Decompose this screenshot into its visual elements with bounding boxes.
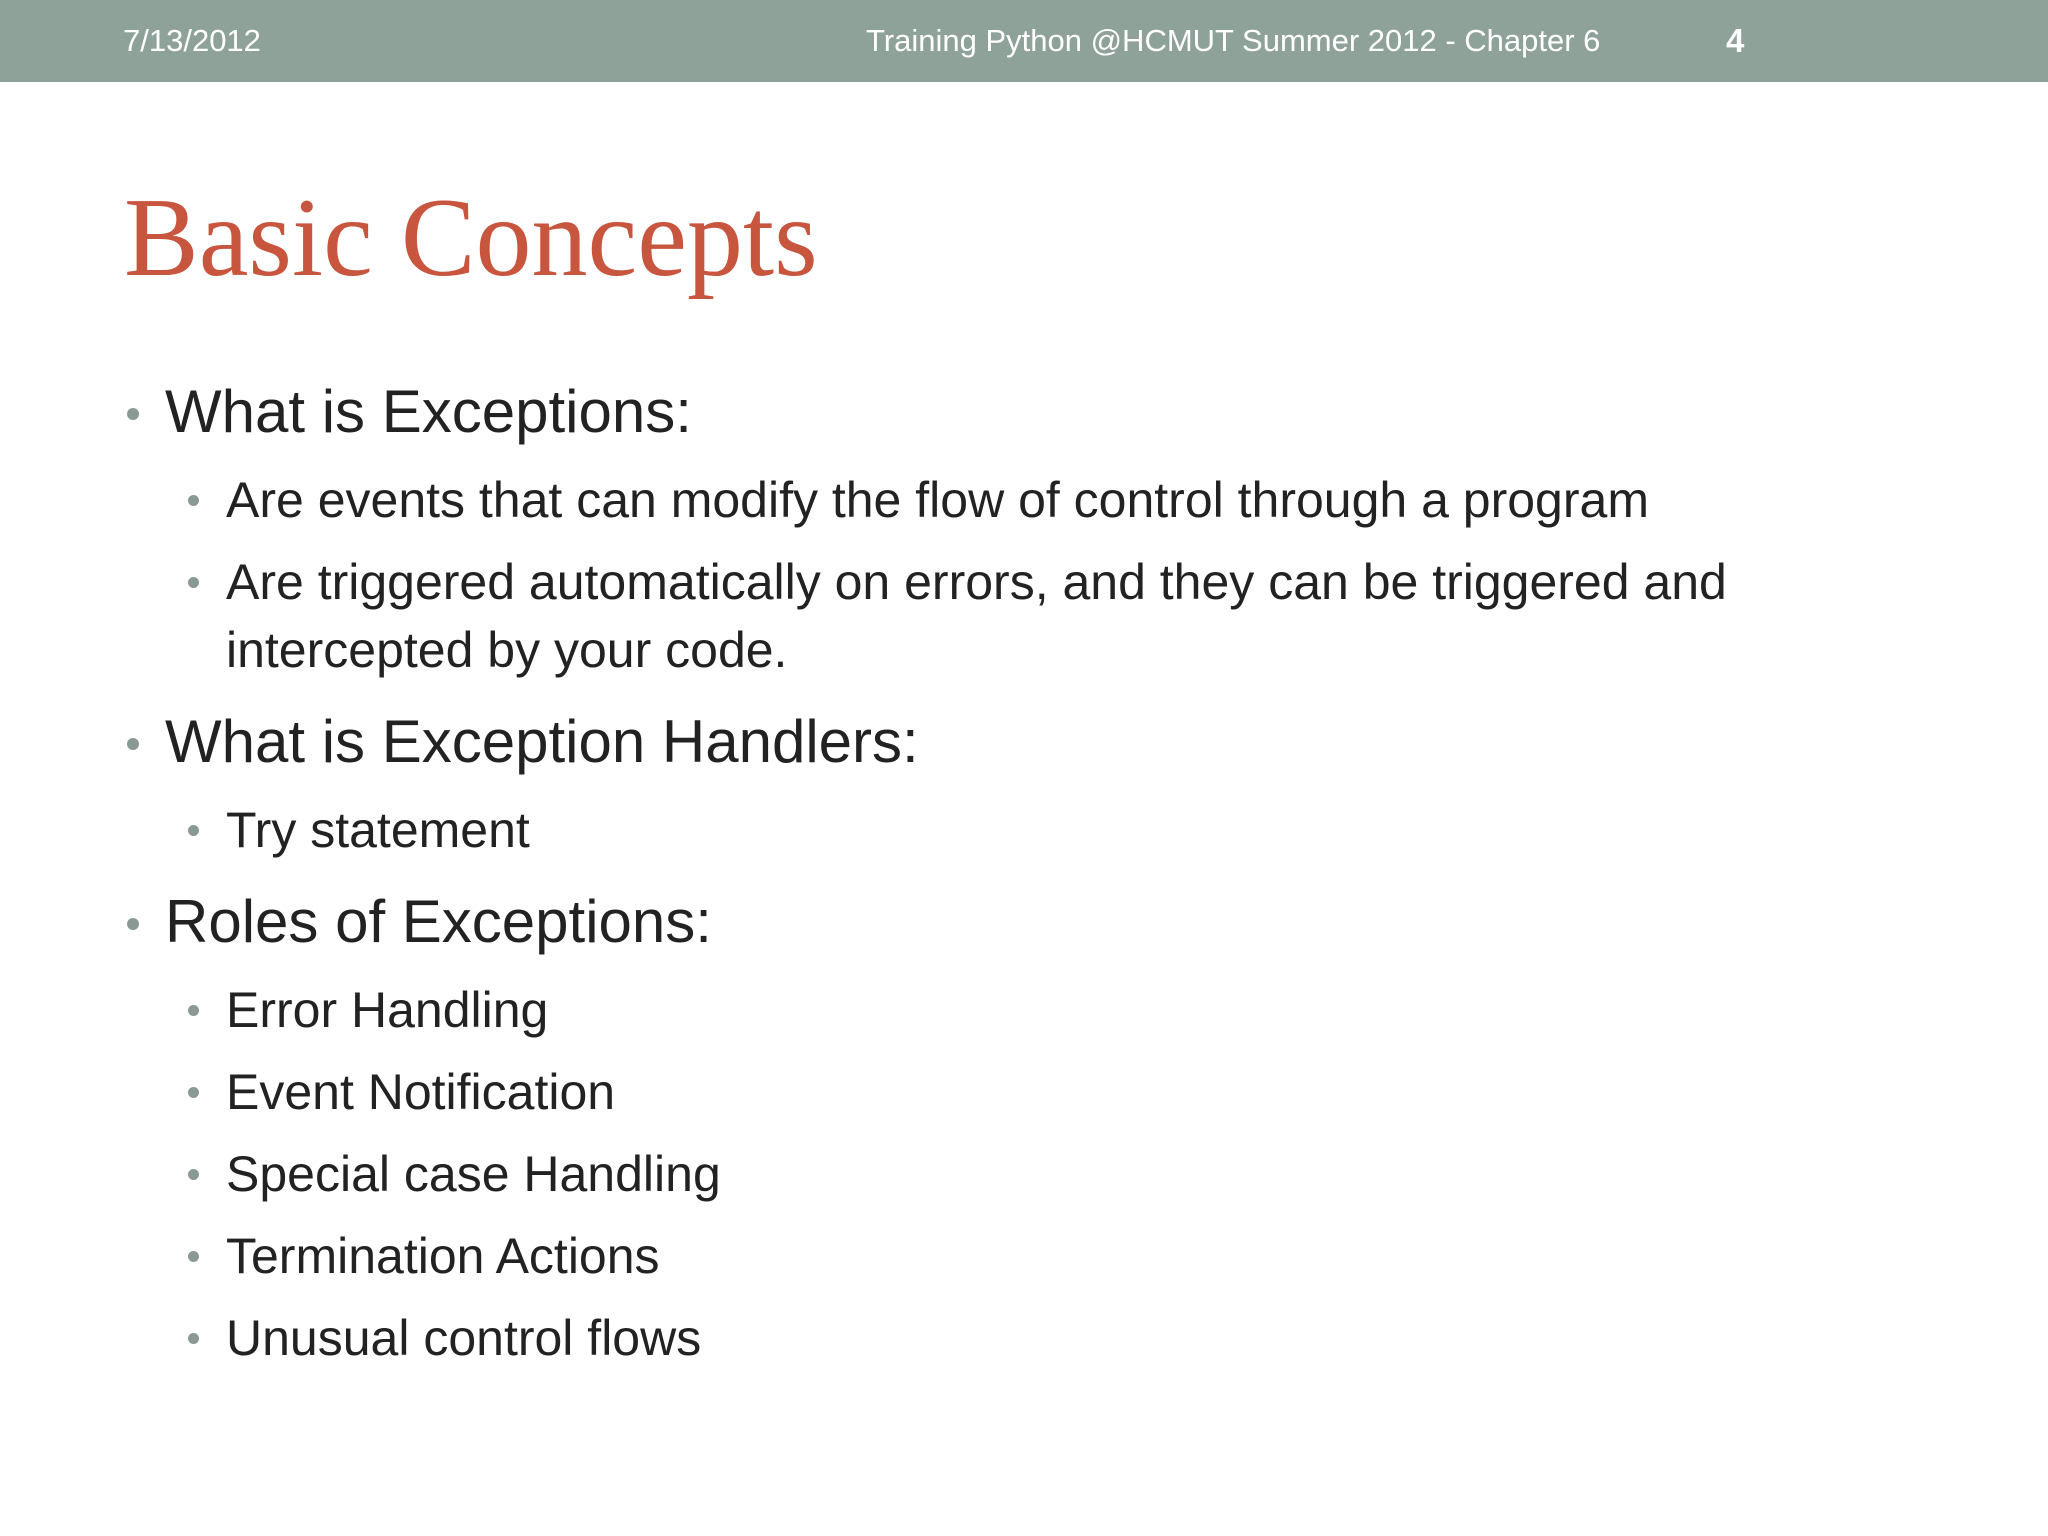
list-item xyxy=(226,1304,701,1372)
list-item xyxy=(226,976,548,1044)
slide-footer-title: Training Python @HCMUT Summer 2012 - Chapter 6 xyxy=(866,23,1601,58)
slide-title: Basic Concepts xyxy=(124,176,818,300)
list-item xyxy=(226,1222,660,1290)
list-item-text: Termination Actions xyxy=(226,1228,660,1284)
bullet-icon xyxy=(127,738,139,750)
slide-date: 7/13/2012 xyxy=(123,23,261,58)
bullet-icon xyxy=(188,1333,199,1344)
bullet-icon xyxy=(188,577,199,588)
section-heading-text: What is Exception Handlers: xyxy=(165,708,919,775)
bullet-icon xyxy=(188,825,199,836)
section-heading-text: Roles of Exceptions: xyxy=(165,888,712,955)
section-heading xyxy=(165,706,919,778)
slide-page-number: 4 xyxy=(1726,22,1745,59)
list-item-text: Error Handling xyxy=(226,982,549,1038)
list-item-text: Are triggered automatically on errors, and they can be triggered and xyxy=(226,554,1727,610)
bullet-icon xyxy=(188,1087,199,1098)
section-heading xyxy=(165,376,692,448)
list-item xyxy=(226,1140,721,1208)
bullet-icon xyxy=(127,408,139,420)
section-heading xyxy=(165,886,712,958)
list-item-text: Special case Handling xyxy=(226,1146,721,1202)
list-item-continuation xyxy=(226,616,787,684)
list-item-text: intercepted by your code. xyxy=(226,622,788,678)
bullet-icon xyxy=(127,918,139,930)
list-item-text: Unusual control flows xyxy=(226,1310,702,1366)
bullet-icon xyxy=(188,1251,199,1262)
section-heading-text: What is Exceptions: xyxy=(165,378,692,445)
list-item xyxy=(226,548,1727,616)
list-item-text: Event Notification xyxy=(226,1064,616,1120)
list-item xyxy=(226,466,1649,534)
list-item-text: Are events that can modify the flow of control through a program xyxy=(226,472,1649,528)
bullet-icon xyxy=(188,1005,199,1016)
bullet-icon xyxy=(188,1169,199,1180)
list-item xyxy=(226,796,530,864)
list-item xyxy=(226,1058,615,1126)
bullet-icon xyxy=(188,495,199,506)
list-item-text: Try statement xyxy=(226,802,530,858)
